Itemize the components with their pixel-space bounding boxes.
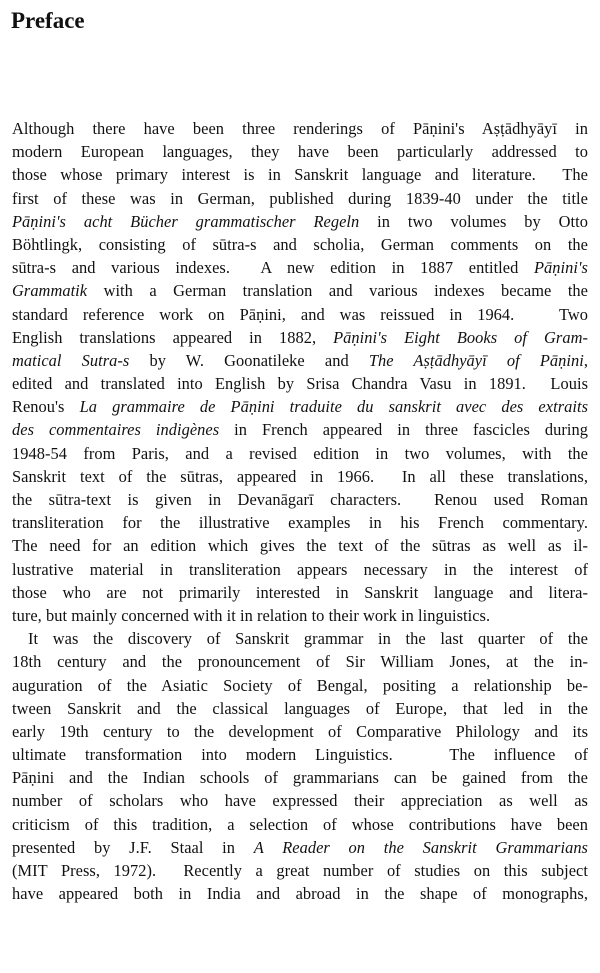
text-line <box>12 140 588 163</box>
text-run: 18th century and the pronouncement of Sir William Jones, at the in- <box>12 652 588 672</box>
text-run: ultimate transformation into modern Linguistics. The influence of <box>12 745 588 765</box>
text-line <box>12 743 588 766</box>
text-run: number of scholars who have expressed their appreciation as well as <box>12 791 588 811</box>
text-run: those whose primary interest is in Sanskrit language and literature. The <box>12 165 588 185</box>
text-run: early 19th century to the development of Comparative Philology and its <box>12 721 588 741</box>
text-run: standard reference work on Pāṇini, and was reissued in 1964. Two <box>12 304 588 324</box>
text-line <box>12 581 588 604</box>
text-run: presented by J.F. Staal in <box>12 837 254 857</box>
text-line <box>12 279 588 302</box>
preface-body <box>12 117 588 905</box>
paragraph <box>12 117 588 627</box>
text-run: ture, but mainly concerned with it in relation to their work in linguistics. <box>12 605 491 625</box>
text-line <box>12 674 588 697</box>
text-line <box>12 882 588 905</box>
text-run: lustrative material in transliteration appears necessary in the interest of <box>12 559 588 579</box>
text-line <box>12 372 588 395</box>
text-line <box>12 326 588 349</box>
paragraph <box>12 627 588 905</box>
text-line <box>12 418 588 441</box>
text-line <box>12 187 588 210</box>
text-line <box>12 442 588 465</box>
text-run: the sūtra-text is given in Devanāgarī characters. Renou used Roman <box>12 490 588 509</box>
italic-title: Pāṇini's acht Bücher grammatischer Regeln <box>12 211 360 231</box>
text-line <box>12 720 588 743</box>
text-run: Renou's <box>12 397 80 417</box>
text-line <box>12 117 588 140</box>
text-line <box>12 766 588 789</box>
text-line <box>12 836 588 859</box>
text-line <box>12 303 588 326</box>
italic-title: matical Sutra-s <box>12 350 130 370</box>
text-run: in French appeared in three fascicles during <box>219 420 588 440</box>
text-run: Böhtlingk, consisting of sūtra-s and scholia, German comments on the <box>12 234 588 254</box>
text-line <box>12 511 588 534</box>
text-line <box>12 558 588 581</box>
text-run: Pāṇini and the Indian schools of grammarians can be gained from the <box>12 768 588 788</box>
text-run: by W. Goonatileke and <box>129 350 369 370</box>
text-line <box>12 859 588 882</box>
text-line <box>12 163 588 186</box>
italic-title: Pāṇini's <box>534 258 588 278</box>
text-line <box>12 349 588 372</box>
text-run: first of these was in German, published during 1839-40 under the title <box>12 188 588 208</box>
text-line <box>12 813 588 836</box>
text-run: The need for an edition which gives the text of the sūtras as well as il- <box>12 536 588 556</box>
text-run: those who are not primarily interested in Sanskrit language and litera- <box>12 582 588 602</box>
italic-title: des commentaires indigènes <box>12 420 220 440</box>
text-run: modern European languages, they have been particularly addressed to <box>12 142 588 162</box>
text-run: It was the discovery of Sanskrit grammar in the last quarter of the <box>28 629 588 649</box>
text-line <box>12 465 588 488</box>
italic-title: La grammaire de Pāṇini traduite du sanskrit avec des extraits <box>79 397 588 417</box>
text-run: English translations appeared in 1882, <box>12 327 334 347</box>
text-run: sūtra-s and various indexes. A new edition in 1887 entitled <box>12 258 534 278</box>
text-line <box>12 256 588 279</box>
text-run: transliteration for the illustrative examples in his French commentary. <box>12 513 588 533</box>
text-run: Sanskrit text of the sūtras, appeared in 1966. In all these translations, <box>12 466 588 486</box>
text-run: , <box>583 350 588 370</box>
text-run: auguration of the Asiatic Society of Bengal, positing a relationship be- <box>12 675 588 695</box>
text-line <box>12 534 588 557</box>
text-line <box>12 395 588 418</box>
text-line <box>12 604 588 627</box>
text-run: criticism of this tradition, a selection of whose contributions have been <box>12 814 588 834</box>
text-line <box>12 650 588 673</box>
text-line <box>12 488 588 511</box>
text-run: with a German translation and various indexes became the <box>87 281 588 301</box>
text-line <box>12 210 588 233</box>
italic-title: Grammatik <box>12 281 88 301</box>
text-run: Although there have been three renderings of Pāṇini's Aṣṭādhyāyī in <box>12 119 588 138</box>
text-line <box>12 789 588 812</box>
italic-title: The Aṣṭādhyāyī of Pāṇini <box>368 350 584 370</box>
text-run: in two volumes by Otto <box>359 211 588 231</box>
text-run: (MIT Press, 1972). Recently a great number of studies on this subject <box>12 861 588 880</box>
text-run: edited and translated into English by Srisa Chandra Vasu in 1891. Louis <box>12 374 588 394</box>
italic-title: A Reader on the Sanskrit Grammarians <box>253 837 588 857</box>
italic-title: Pāṇini's Eight Books of Gram- <box>333 327 588 347</box>
text-line <box>12 697 588 720</box>
text-line <box>12 627 588 650</box>
text-run: tween Sanskrit and the classical languages of Europe, that led in the <box>12 698 588 718</box>
text-run: 1948-54 from Paris, and a revised edition in two volumes, with the <box>12 443 588 463</box>
text-line <box>12 233 588 256</box>
page-title: Preface <box>11 8 85 33</box>
text-run: have appeared both in India and abroad in the shape of monographs, <box>12 884 588 904</box>
